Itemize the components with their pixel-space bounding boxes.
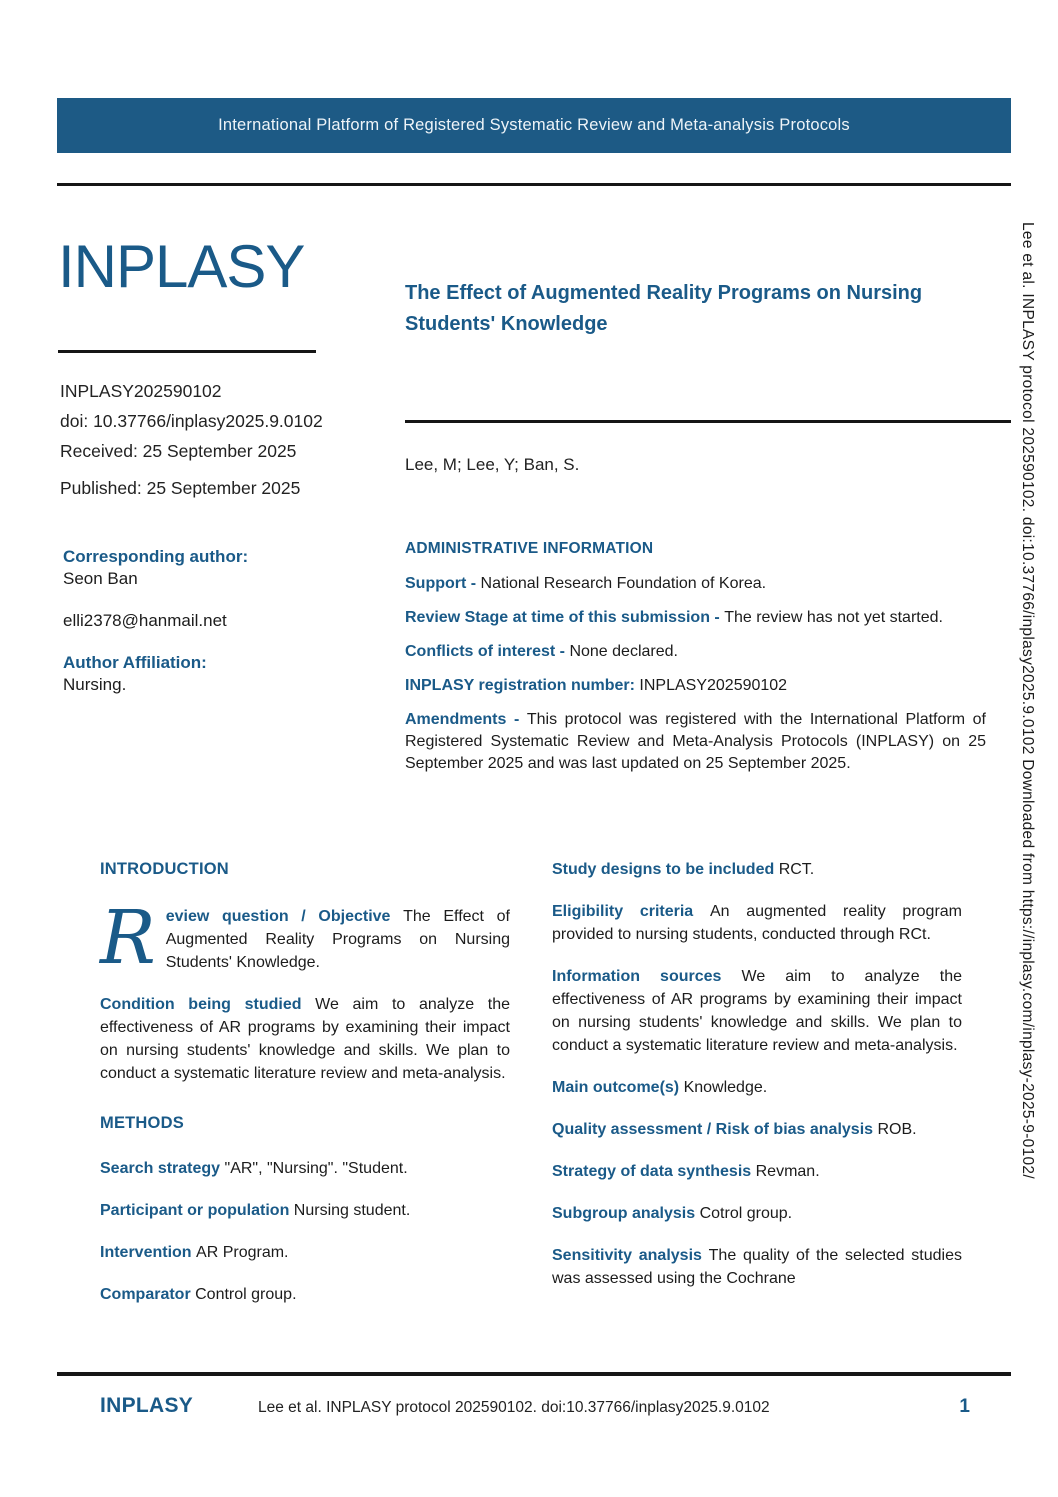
affiliation-label: Author Affiliation: [63,653,207,672]
data-synthesis-paragraph [552,1160,962,1183]
admin-item-support-label: Support - [405,575,481,592]
dropcap-r: R [100,895,156,981]
comparator-text: Control group. [195,1286,297,1303]
admin-item-amendments [405,709,986,775]
information-sources-text: We aim to analyze the effectiveness of AR programs by examining their impact on nursing students' knowledge and skills. We plan to conduct a systematic literature review and meta-analysis. [552,968,962,1054]
footer-divider [57,1372,1011,1376]
information-sources-paragraph [552,965,962,1057]
quality-assessment-paragraph [552,1118,962,1141]
corresponding-author-label: Corresponding author: [63,547,249,566]
footer-page-number: 1 [959,1396,970,1417]
article-authors: Lee, M; Lee, Y; Ban, S. [405,455,580,474]
participant-paragraph [100,1199,510,1222]
corresponding-author-email: elli2378@hanmail.net [63,611,227,630]
review-question-paragraph [100,895,510,981]
admin-item-review-stage [405,607,986,629]
methods-heading: METHODS [100,1114,184,1132]
protocol-meta [60,381,390,508]
inplasy-logo: INPLASY [58,233,305,300]
doi-line: doi: 10.37766/inplasy2025.9.0102 [60,411,323,431]
admin-item-amendments-label: Amendments - [405,711,527,728]
data-synthesis-text: Revman. [755,1163,820,1180]
sensitivity-analysis-paragraph [552,1244,962,1290]
introduction-heading: INTRODUCTION [100,860,229,878]
platform-banner-text: International Platform of Registered Systematic Review and Meta-analysis Protocols [218,116,850,134]
quality-assessment-text: ROB. [877,1121,917,1138]
information-sources-label: Information sources [552,968,742,985]
contact-block [63,546,393,696]
study-designs-text: RCT. [778,861,815,878]
admin-item-review-stage-label: Review Stage at time of this submission - [405,609,725,626]
footer-inplasy-logo: INPLASY [100,1394,194,1417]
search-strategy-label: Search strategy [100,1160,225,1177]
body-right-column [552,858,962,1309]
intervention-label: Intervention [100,1244,197,1261]
administrative-information [405,538,986,787]
participant-text: Nursing student. [293,1202,411,1219]
subgroup-analysis-text: Cotrol group. [699,1205,793,1222]
registration-id: INPLASY202590102 [60,381,222,401]
study-designs-label: Study designs to be included [552,861,779,878]
review-question-text: The Effect of Augmented Reality Programs on Nursing Students' Knowledge. [165,908,510,971]
eligibility-paragraph [552,900,962,946]
admin-item-registration-text: INPLASY202590102 [639,677,788,694]
main-outcomes-label: Main outcome(s) [552,1079,684,1096]
body-left-column [100,858,510,1325]
eligibility-label: Eligibility criteria [552,903,710,920]
rotated-citation-sidebar: Lee et al. INPLASY protocol 202590102. doi:10.37766/inplasy2025.9.0102 Downloaded from https://inplasy.com/inplasy-2025-9-0102/ [1019,222,1036,1179]
admin-item-support [405,573,986,595]
condition-label: Condition being studied [100,996,316,1013]
admin-item-amendments-text: This protocol was registered with the International Platform of Registered Systematic Review and Meta-Analysis Protocols (INPLASY) on 25 September 2025 and was last updated on 25 September 2025. [405,711,986,772]
admin-item-conflicts-text: None declared. [569,643,678,660]
study-designs-paragraph [552,858,962,881]
subgroup-analysis-paragraph [552,1202,962,1225]
search-strategy-text: "AR", "Nursing". "Student. [224,1160,408,1177]
admin-item-review-stage-text: The review has not yet started. [724,609,943,626]
subgroup-analysis-label: Subgroup analysis [552,1205,700,1222]
condition-paragraph [100,993,510,1085]
sensitivity-analysis-label: Sensitivity analysis [552,1247,709,1264]
admin-heading: ADMINISTRATIVE INFORMATION [405,540,654,557]
search-strategy-paragraph [100,1157,510,1180]
footer-citation: Lee et al. INPLASY protocol 202590102. doi:10.37766/inplasy2025.9.0102 [258,1399,770,1416]
logo-divider [58,350,316,353]
affiliation-value: Nursing. [63,675,127,694]
main-outcomes-paragraph [552,1076,962,1099]
condition-text: We aim to analyze the effectiveness of AR programs by examining their impact on nursing students' knowledge and skills. We plan to conduct a systematic literature review and meta-analysis. [100,996,510,1082]
admin-item-conflicts [405,641,986,663]
admin-item-support-text: National Research Foundation of Korea. [480,575,767,592]
quality-assessment-label: Quality assessment / Risk of bias analysis [552,1121,878,1138]
sensitivity-analysis-text: The quality of the selected studies was assessed using the Cochrane [552,1247,963,1287]
published-line: Published: 25 September 2025 [60,478,301,498]
eligibility-text: An augmented reality program provided to nursing students, conducted through RCt. [552,903,962,943]
platform-banner [57,98,1011,153]
top-divider [57,183,1011,186]
corresponding-author-name: Seon Ban [63,569,138,588]
received-line: Received: 25 September 2025 [60,441,297,461]
review-question-label: eview question / Objective [165,908,404,925]
intervention-paragraph [100,1241,510,1264]
admin-item-registration-label: INPLASY registration number: [405,677,640,694]
participant-label: Participant or population [100,1202,294,1219]
title-divider [405,420,1011,423]
intervention-text: AR Program. [196,1244,289,1261]
comparator-label: Comparator [100,1286,196,1303]
admin-item-registration [405,675,986,697]
comparator-paragraph [100,1283,510,1306]
data-synthesis-label: Strategy of data synthesis [552,1163,756,1180]
admin-item-conflicts-label: Conflicts of interest - [405,643,570,660]
article-title: The Effect of Augmented Reality Programs on Nursing Students' Knowledge [405,282,923,335]
main-outcomes-text: Knowledge. [683,1079,768,1096]
